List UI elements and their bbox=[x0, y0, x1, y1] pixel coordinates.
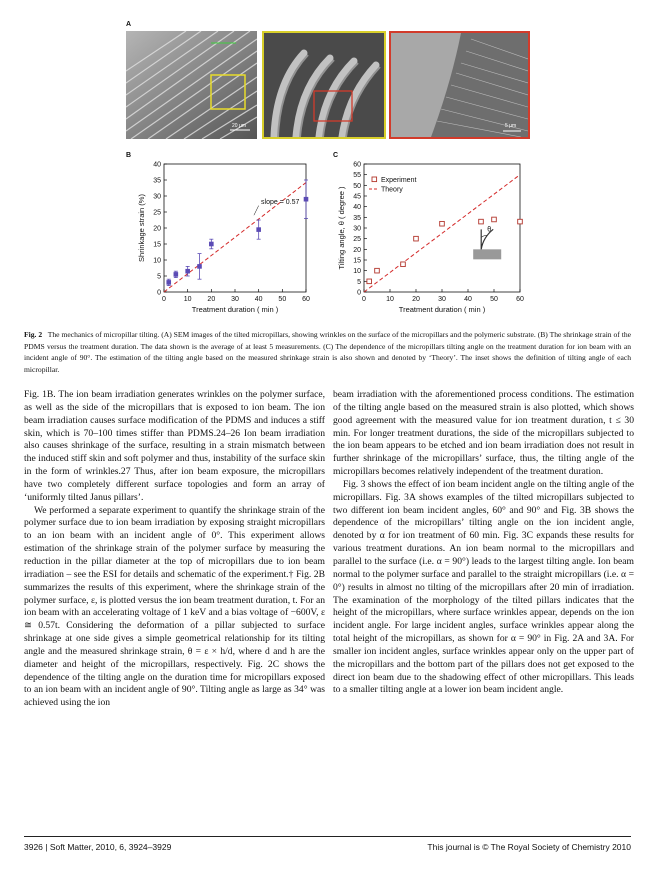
footer-citation: 3926 | Soft Matter, 2010, 6, 3924–3929 bbox=[24, 842, 172, 852]
plot-frame bbox=[164, 164, 306, 292]
chart-c-svg bbox=[337, 160, 532, 320]
y-tick-label: 15 bbox=[353, 257, 361, 265]
annotation-pointer bbox=[254, 206, 259, 216]
chart-b-svg bbox=[138, 160, 318, 320]
data-point bbox=[440, 221, 445, 226]
data-point bbox=[479, 219, 484, 224]
inset-substrate bbox=[473, 249, 501, 259]
y-tick-label: 30 bbox=[353, 225, 361, 233]
x-tick-label: 30 bbox=[438, 296, 446, 303]
y-tick-label: 15 bbox=[153, 241, 161, 249]
y-tick-label: 20 bbox=[153, 225, 161, 233]
data-point bbox=[414, 236, 419, 241]
y-tick-label: 25 bbox=[353, 236, 361, 244]
y-tick-label: 50 bbox=[353, 182, 361, 190]
data-point bbox=[209, 242, 214, 247]
data-point bbox=[174, 272, 179, 277]
y-axis-label: Shrinkage strain (%) bbox=[137, 194, 146, 262]
inset-theta-label: θ bbox=[487, 226, 492, 234]
y-tick-label: 0 bbox=[157, 289, 161, 297]
data-point bbox=[166, 280, 171, 285]
x-tick-label: 20 bbox=[412, 296, 420, 303]
sem-image-overview bbox=[126, 31, 257, 139]
sem-image-zoom bbox=[262, 31, 386, 139]
y-tick-label: 0 bbox=[357, 289, 361, 297]
data-point bbox=[197, 264, 202, 269]
data-point bbox=[256, 227, 261, 232]
x-tick-label: 40 bbox=[254, 296, 263, 303]
body-paragraph: Fig. 3 shows the effect of ion beam incident angle on the tilting angle of the micropillars. Fig. 3A shows examples of the tilted micropillars subjected to two different ion beam incident angles, 60° and 90° and Fig. 3B shows the dependence of the micropillars’ tilting angle on the ion incident angle, denoted by α for ion treatment of 60 min. Fig. 3C expands these results for various treatment durations. An ion beam normal to the micropillars and parallel to the surface (i.e. α = 90°) leads to the largest tilting angle. Ion beam normal to the polymer surface and parallel to the straight micropillars (i.e. α = 0°) results in almost no tilting of the micropillars after 20 min of irradiation. The examination of the morphology of the tilted pillars indicates that the height of the micropillars, where surface wrinkles appear, depends on the ion incident angle. For large incident angles, surface wrinkles appear along the total height of the micropillars, as shown for α = 90° in Fig. 2A and 3A. For smaller ion incident angles, surface wrinkles appear only on the upper part of the micropillars and the bottom part of the pillars does not get exposed to the direct ion beam due to the shadowing effect of other micropillars. This leads to a smaller tilting angle at a lower ion beam incident angle. bbox=[333, 478, 634, 696]
sem-image-wrinkles bbox=[389, 31, 530, 139]
y-tick-label: 35 bbox=[153, 177, 161, 185]
scale-label-overview: 20 µm bbox=[232, 123, 246, 129]
body-paragraph: beam irradiation with the aforementioned process conditions. The estimation of the tilting angle based on the measured strain is also plotted, which shows good agreement with the measured value for ion treatment duration, t ≤ 30 min. For longer treatment durations, the side of the micropillars subjected to the ion beam appears to be etched and ion beam irradiation does not result in further shrinkage of the micropillars’ surface, thus, the tilting angle of the micropillars becomes relatively independent of the treatment duration. bbox=[333, 389, 634, 478]
y-tick-label: 5 bbox=[157, 273, 161, 281]
x-axis-label: Treatment duration ( min ) bbox=[191, 305, 279, 314]
panel-b-label: B bbox=[126, 152, 132, 159]
y-tick-label: 30 bbox=[153, 193, 161, 201]
chart-shrinkage-strain bbox=[138, 160, 318, 325]
x-tick-label: 60 bbox=[516, 296, 524, 303]
y-tick-label: 20 bbox=[353, 246, 361, 254]
data-point bbox=[492, 217, 497, 222]
data-point bbox=[401, 262, 406, 267]
body-paragraph: Fig. 1B. The ion beam irradiation generates wrinkles on the polymer surface, as well as the side of the micropillars that is exposed to ion beam. The ion beam irradiation causes surface modification of the PDMS and induces a stiff skin, which is 70–100 times stiffer than PDMS.24–26 Ion beam irradiation also causes shrinkage of the surface, resulting in a strain mismatch between the induced stiff skin and soft polymer and thus, instability of the surface skin in the form of wrinkles.27 Thus, after ion beam exposure, the micropillars have two completely different surface topologies and form an array of ‘uniformly tilted Janus pillars’. bbox=[24, 389, 325, 503]
footer-copyright: This journal is © The Royal Society of Chemistry 2010 bbox=[427, 842, 631, 852]
y-tick-label: 40 bbox=[353, 204, 361, 212]
y-tick-label: 60 bbox=[353, 161, 361, 169]
y-tick-label: 45 bbox=[353, 193, 361, 201]
body-column-right bbox=[333, 389, 634, 697]
x-tick-label: 0 bbox=[162, 296, 166, 303]
chart-tilting-angle bbox=[337, 160, 532, 325]
data-point bbox=[304, 197, 309, 202]
y-axis-label: Tilting angle, θ ( degree ) bbox=[337, 186, 346, 270]
x-tick-label: 50 bbox=[278, 296, 287, 303]
x-tick-label: 0 bbox=[362, 296, 366, 303]
y-tick-label: 10 bbox=[153, 257, 161, 265]
y-tick-label: 5 bbox=[357, 278, 361, 286]
y-tick-label: 25 bbox=[153, 209, 161, 217]
x-axis-label: Treatment duration ( min ) bbox=[398, 305, 486, 314]
scale-label-wrinkles: 5 µm bbox=[505, 123, 517, 129]
x-tick-label: 10 bbox=[183, 296, 192, 303]
y-tick-label: 10 bbox=[353, 268, 361, 276]
data-point bbox=[518, 219, 523, 224]
y-tick-label: 40 bbox=[153, 161, 161, 169]
y-tick-label: 35 bbox=[353, 214, 361, 222]
footer-rule bbox=[24, 836, 631, 837]
legend-marker-experiment bbox=[372, 177, 377, 182]
body-column-left bbox=[24, 389, 325, 710]
panel-a-label: A bbox=[126, 21, 132, 28]
x-tick-label: 40 bbox=[464, 296, 472, 303]
x-tick-label: 20 bbox=[207, 296, 216, 303]
caption-label: Fig. 2 bbox=[24, 330, 43, 339]
x-tick-label: 10 bbox=[386, 296, 394, 303]
y-tick-label: 55 bbox=[353, 172, 361, 180]
slope-annotation: slope = 0.57 bbox=[261, 199, 300, 206]
data-point bbox=[185, 269, 190, 274]
data-point bbox=[367, 279, 372, 284]
data-point bbox=[375, 268, 380, 273]
legend-label-experiment: Experiment bbox=[381, 177, 417, 184]
legend-label-theory: Theory bbox=[381, 186, 403, 194]
x-tick-label: 50 bbox=[490, 296, 498, 303]
panel-c-label: C bbox=[333, 152, 339, 159]
body-paragraph: We performed a separate experiment to quantify the shrinkage strain of the polymer surface due to ion beam irradiation by exposing straight micropillars to an ion beam with an incident angle of 0°. This experiment allows estimation of the shrinkage strain of the polymer surface by measuring the reduction in the pillar diameter at the top of micropillars due to ion beam irradiation – see the ESI for details and schematic of the experiment.† Fig. 2B summarizes the results of this experiment, where the shrinkage strain of the polymer surface, ε, is plotted versus the ion beam treatment duration, t. For an ion beam with an accelerating voltage of 1 keV and a bias voltage of −600V, ε ≅ 0.57t. Considering the deformation of a pillar subjected to surface shrinkage at one side gives a simple geometrical relationship for its tilting angle and the measured shrinkage strain, θ = ε × h/d, where d and h are the diameter and height of the micropillars, respectively. Fig. 2C shows the dependence of the tilting angle on the duration time for micropillars exposed to an ion beam with an incident angle of 90°. Tilting angle as large as 34° was achieved using the ion bbox=[24, 504, 325, 709]
x-tick-label: 30 bbox=[231, 296, 239, 303]
x-tick-label: 60 bbox=[302, 296, 310, 303]
figure-caption bbox=[24, 329, 631, 375]
caption-text: The mechanics of micropillar tilting. (A) SEM images of the tilted micropillars, showing wrinkles on the surface of the micropillars and the polymeric substrate. (B) The shrinkage strain of the PDMS versus the treatment duration. The data shown is the average of at least 5 measurements. (C) The dependence of the micropillars tilting angle on the treatment duration for ion beam with an incident angle of 90°. The estimation of the tilting angle based on the measured shrinkage strain is also shown and denoted by ‘Theory’. The inset shows the definition of tilting angle of each micropillar. bbox=[24, 330, 632, 374]
